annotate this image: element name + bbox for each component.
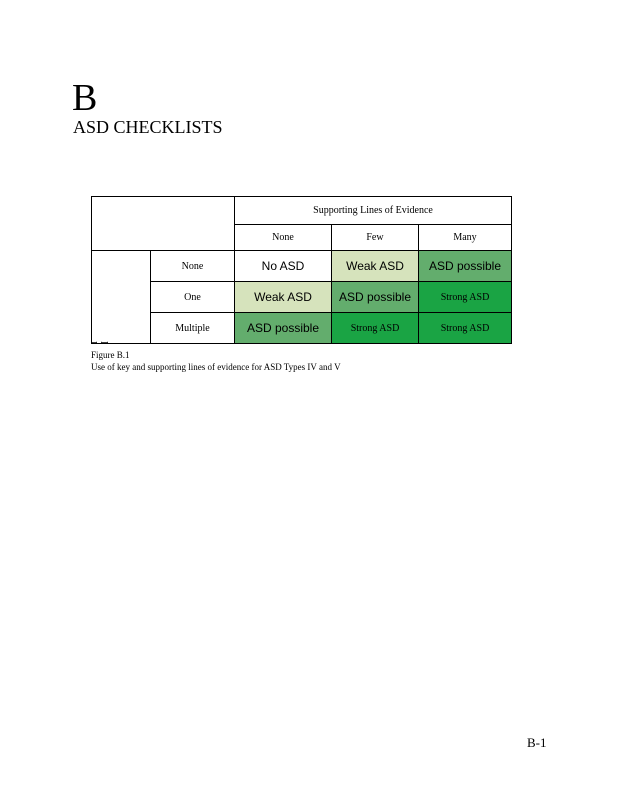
row-header-none: None — [151, 251, 235, 282]
row-header-one: One — [151, 282, 235, 313]
row-group-label-line1 — [98, 341, 109, 344]
column-header-few: Few — [332, 225, 419, 251]
column-header-many: Many — [419, 225, 512, 251]
row-group-header — [92, 251, 151, 344]
matrix-cell: Strong ASD — [419, 282, 512, 313]
row-group-label — [92, 341, 110, 344]
matrix-cell: No ASD — [235, 251, 332, 282]
page-number: B-1 — [527, 735, 547, 750]
matrix-cell: Strong ASD — [419, 313, 512, 344]
matrix-cell: Weak ASD — [332, 251, 419, 282]
figure-label: Figure B.1 — [91, 350, 130, 360]
row-header-multiple: Multiple — [151, 313, 235, 344]
column-group-header: Supporting Lines of Evidence — [235, 197, 512, 225]
matrix-cell: ASD possible — [419, 251, 512, 282]
matrix-corner — [92, 197, 235, 251]
matrix-cell: Weak ASD — [235, 282, 332, 313]
appendix-title: ASD CHECKLISTS — [73, 117, 223, 137]
matrix-cell: ASD possible — [332, 282, 419, 313]
figure-caption: Use of key and supporting lines of evidence for ASD Types IV and V — [91, 362, 341, 372]
row-group-label-line2 — [92, 341, 99, 344]
matrix-cell: ASD possible — [235, 313, 332, 344]
column-header-none: None — [235, 225, 332, 251]
evidence-matrix — [91, 196, 512, 344]
matrix-cell: Strong ASD — [332, 313, 419, 344]
appendix-letter: B — [72, 77, 98, 119]
